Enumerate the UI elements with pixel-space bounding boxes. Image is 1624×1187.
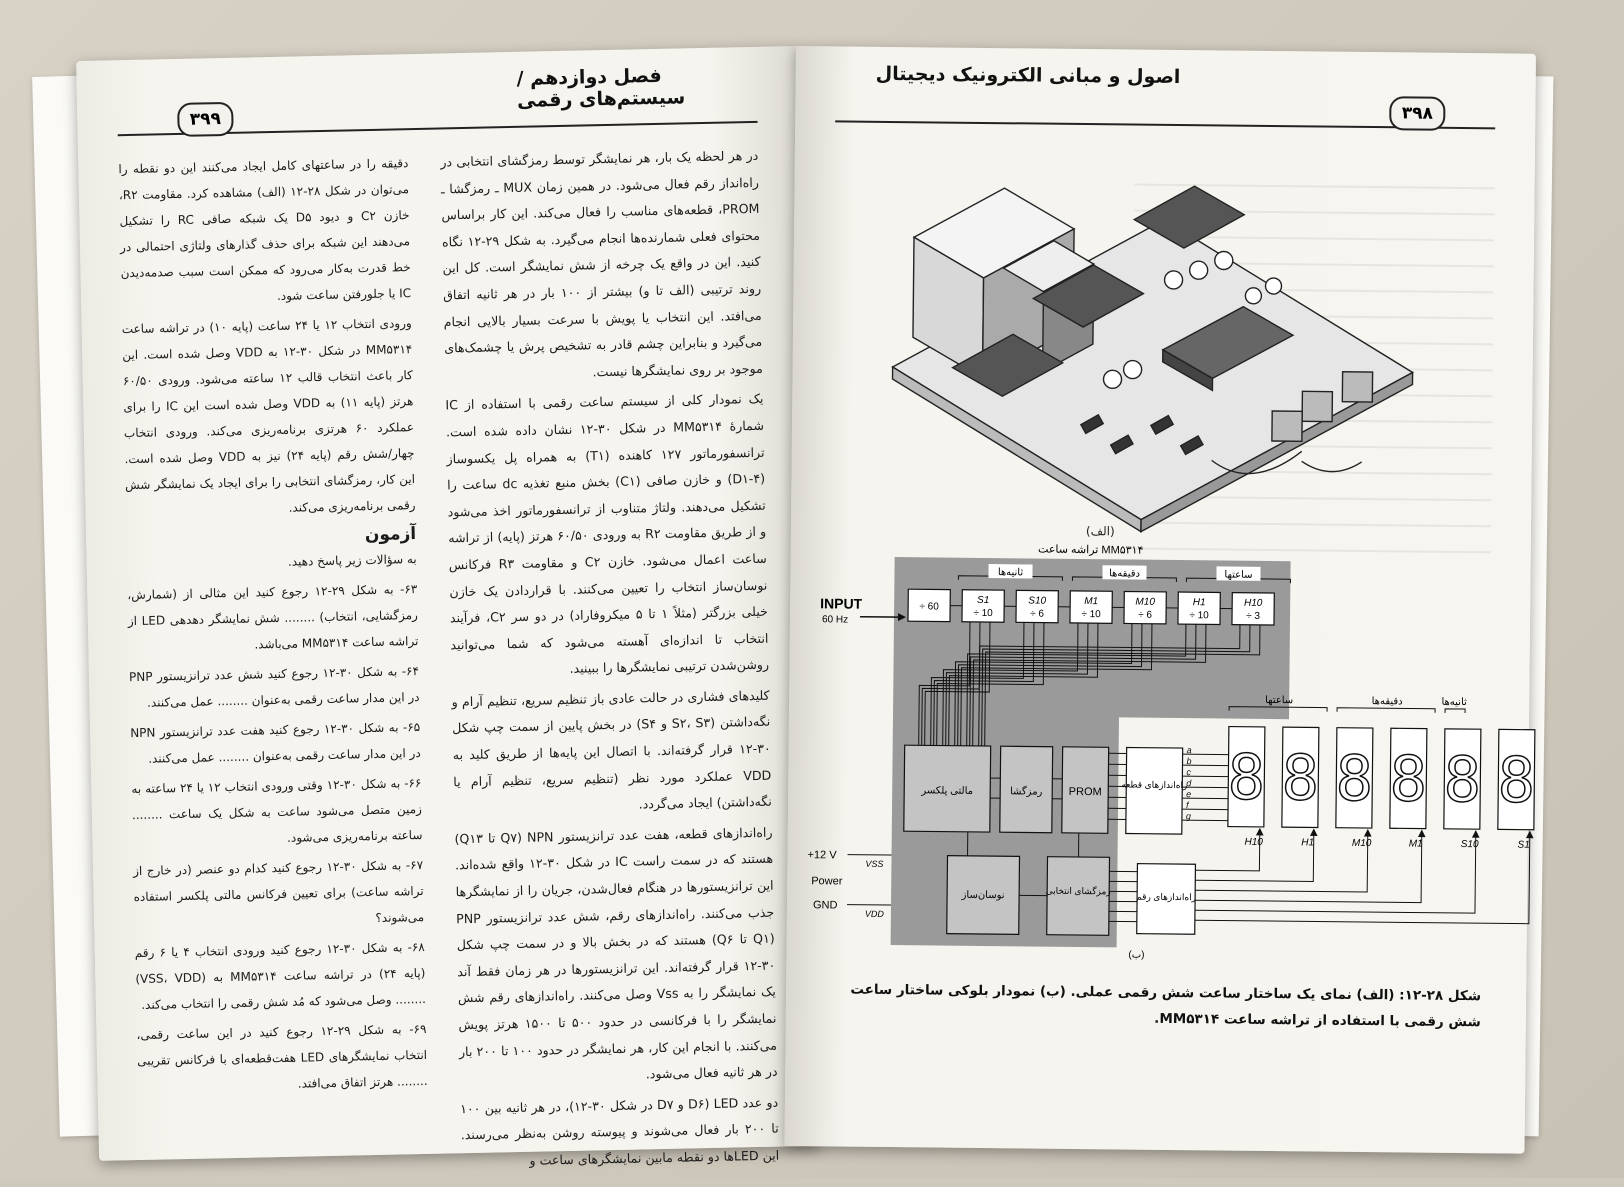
figure-a-label: (الف) [1086, 524, 1115, 538]
paragraph: ورودی انتخاب ۱۲ یا ۲۴ ساعت (پایه ۱۰) در تراشه ساعت MM۵۳۱۴ در شکل ۳۰-۱۲ به VDD وصل شده است. این کار باعث انتخاب قالب ۱۲ ساعته می‌شود. ورودی ۶۰/۵۰ هرتز (پایه ۱۱) به VDD وصل شده است این IC را برای عملکرد ۶۰ هرتزی برنامه‌ریزی می‌کند. ورودی انتخاب چهار/شش رقم (پایه ۲۴) نیز به VDD وصل شده است. این کار، رمزگشای انتخابی را برای ایجاد یک نمایشگر شش رقمی برنامه‌ریزی می‌کند. [122, 310, 416, 524]
figure-a-circuit-board-illustration [831, 116, 1455, 542]
group-label-minutes: دقیقه‌ها [1109, 568, 1140, 579]
digit-select-arrow [1365, 830, 1371, 836]
paragraph: کلیدهای فشاری در حالت عادی باز تنظیم سریع، تنظیم آرام و نگه‌داشتن (S۲، S۳ و S۴) در بخش پایین از سمت چپ شکل ۳۰-۱۲ قرار گرفته‌اند. با اتصال این پایه‌ها از طریق کلید به VDD عملکرد مورد نظر (تنظیم سریع، تنظیم آرام یا نگه‌داشتن) ایجاد می‌گردد. [451, 683, 772, 823]
vdd-label: VDD [865, 909, 885, 919]
counter-divisor: ÷ 3 [1246, 611, 1260, 622]
right-page-number: ۳۹۸ [1389, 96, 1445, 131]
digit-label: M1 [1409, 838, 1423, 849]
display-digit-glyph: 8 [1389, 742, 1427, 815]
quiz-question: ۶۴- به شکل ۳۰-۱۲ رجوع کنید شش عدد ترانزیستور PNP در این مدار ساعت رقمی به‌عنوان ........ عمل می‌کنند. [129, 658, 420, 716]
display-group-seconds: ثانیه‌ها [1441, 697, 1467, 708]
quiz-question: ۶۶- به شکل ۳۰-۱۲ وقتی ورودی انتخاب ۱۲ یا ۲۴ ساعته به زمین متصل می‌شود ساعت به شکل یک ساعت ........ ساعته برنامه‌ریزی می‌شود. [131, 770, 423, 854]
counter-divisor: ÷ 10 [1189, 610, 1209, 621]
right-header-title: اصول و مبانی الکترونیک دیجیتال [876, 63, 1181, 88]
segment-letter: g [1186, 811, 1191, 821]
digit-select-arrow [1257, 829, 1263, 835]
quiz-question: ۶۹- به شکل ۲۹-۱۲ رجوع کنید در این ساعت رقمی، انتخاب نمایشگرهای LED هفت‌قطعه‌ای با فرکانس تقریبی ........ هرتز اتفاق می‌افتد. [136, 1016, 428, 1100]
right-page [784, 46, 1535, 1154]
display-digit-glyph: 8 [1443, 743, 1481, 816]
paragraph: در هر لحظه یک بار، هر نمایشگر توسط رمزگشای انتخابی در راه‌انداز رقم فعال می‌شود. در همین زمان MUX ـ رمزگشا ـ PROM، قطعه‌های مناسب را فعال می‌کند. این کار براساس محتوای فعلی شمارنده‌ها انجام می‌گیرد. به شکل ۲۹-۱۲ نگاه کنید. این در واقع یک چرخه از شش نمایشگر است. کل این روند ترتیبی (الف تا و) بیشتر از ۱۰۰ بار در هر ثانیه اتفاق می‌افتد. این انتخاب یا پویش با سرعت بسیار بالایی انجام می‌گیرد و بنابراین چشم قادر به تشخیص پرش یا چشمک‌های موجود بر روی نمایشگرها نیست. [440, 143, 763, 389]
oscillator-label: نوسان‌ساز [961, 890, 1005, 901]
paragraph: دو عدد LED (D۶ و D۷ در شکل ۳۰-۱۲)، در هر ثانیه بین ۱۰۰ تا ۲۰۰ بار فعال می‌شوند و پیوسته روشن به‌نظر می‌رسند. این LEDها دو نقطه مابین نمایشگرهای ساعت و [460, 1089, 780, 1175]
display-digit-glyph: 8 [1281, 741, 1319, 814]
paragraph: یک نمودار کلی از سیستم ساعت رقمی با استفاده از IC شمارهٔ MM۵۳۱۴ در شکل ۳۰-۱۲ نشان داده شده است. ترانسفورماتور ۱۲۷ کاهنده (T۱) به همراه پل یکسوساز (D۱-۴) و خازن صافی (C۱) بخش منبع تغذیه dc ساعت را تشکیل می‌دهند. ولتاژ متناوب از ترانسفورماتور اخذ می‌شود و از طریق مقاومت R۲ به ورودی ۶۰/۵۰ هرتز (پایه) از تراشه ساعت اعمال می‌شود. خازن C۲ و مقاومت R۳ فرکانس نوسان‌ساز انتخاب را تعیین می‌کنند. با قراردادن یک خازن خیلی بزرگتر (مثلاً ۱ تا ۵ میکروفاراد) در دو سر C۲، فرآیند انتخاب تا اندازه‌ای آهسته می‌شود که شما می‌توانید روشن‌شدن ترتیبی نمایشگرها را ببینید. [445, 386, 769, 685]
left-page-header [116, 61, 757, 136]
segment-letter: e [1186, 789, 1191, 799]
select-decoder-label: رمزگشای انتخابی [1046, 885, 1111, 898]
power-plus-label: +12 V [807, 849, 837, 861]
quiz-question: ۶۵- به شکل ۳۰-۱۲ رجوع کنید هفت عدد ترانزیستور NPN در این مدار ساعت رقمی به‌عنوان ........ عمل می‌کنند. [130, 714, 421, 772]
quiz-intro: به سؤالات زیر پاسخ دهید. [126, 546, 416, 578]
paragraph: راه‌اندازهای قطعه، هفت عدد ترانزیستور NPN (Q۷ تا Q۱۳) هستند که در سمت راست IC در شکل ۳۰-۱۲ واقع شده‌اند. این ترانزیستورها در هنگام فعال‌شدن، جریان را از نمایشگرها جذب می‌کنند. راه‌اندازهای رقم، شش عدد ترانزیستور PNP (Q۱ تا Q۶) هستند که در بخش بالا و در سمت چپ شکل ۳۰-۱۲ قرار گرفته‌اند. این ترانزیستورها در هر زمان فقط آند یک نمایشگر را به Vss وصل می‌کنند. راه‌اندازهای رقم شش نمایشگر را با فرکانسی در حدود ۵۰۰ تا ۱۵۰۰ هرتز پویش می‌کنند. با انجام این کار، هر نمایشگر در حدود ۱۰۰ تا ۲۰۰ بار در هر ثانیه فعال می‌شود. [454, 820, 777, 1093]
decoder-label: رمزگشا [1010, 785, 1043, 797]
segment-driver-label: راه‌اندازهای قطعه [1121, 779, 1187, 791]
counter-divisor: ÷ 6 [1138, 610, 1152, 621]
input-label: INPUT [820, 595, 863, 611]
digit-label: M10 [1352, 838, 1372, 849]
quiz-question: ۶۳- به شکل ۲۹-۱۲ رجوع کنید این مثالی از (شمارش، رمزگشایی، انتخاب) ........ شش نمایشگر دهدهی LED از تراشه ساعت MM۵۳۱۴ می‌باشد. [127, 576, 419, 660]
digit-label: S1 [1517, 840, 1529, 851]
digit-select-arrow [1473, 831, 1479, 837]
group-label-hours: ساعتها [1224, 570, 1252, 581]
digit-driver-label: راه‌اندازهای رقم [1136, 892, 1196, 904]
counter-divisor: ÷ 10 [1081, 609, 1101, 620]
digit-select-arrow [1311, 829, 1317, 835]
display-digit-glyph: 8 [1227, 741, 1265, 814]
left-page [76, 46, 819, 1161]
digit-label: H10 [1244, 837, 1263, 848]
left-header-title: فصل دوازدهم / سیستم‌های رقمی [516, 63, 757, 112]
counter-divisor: ÷ 10 [973, 608, 993, 619]
digit-select-arrow [1419, 831, 1425, 837]
counter-name: M1 [1084, 596, 1098, 607]
display-group-minutes: دقیقه‌ها [1372, 696, 1403, 707]
figure-b-label: (ب) [1128, 950, 1144, 961]
counter-name: H1 [1193, 597, 1206, 608]
digit-label: S10 [1461, 839, 1479, 850]
left-page-number: ۳۹۹ [177, 102, 234, 137]
quiz-question: ۶۸- به شکل ۳۰-۱۲ رجوع کنید ورودی انتخاب ۴ یا ۶ رقم (پایه ۲۴) در تراشه ساعت MM۵۳۱۴ به (VSS، VDD) ........ وصل می‌شود که مُد شش رقمی را انتخاب می‌کند. [135, 934, 427, 1018]
paragraph: دقیقه را در ساعتهای کامل ایجاد می‌کنند این دو نقطه را می‌توان در شکل ۲۸-۱۲ (الف) مشاهده کرد. مقاومت R۲، خازن C۲ و دیود D۵ یک شبکه صافی RC را تشکیل می‌دهند این شبکه برای حذف گذارهای ولتاژی احتمالی در خط قدرت به‌کار می‌رود که ممکن است سبب صدمه‌دیدن IC یا جلورفتن ساعت شود. [118, 150, 411, 312]
counter-name: H10 [1244, 598, 1263, 609]
segment-letter: d [1186, 778, 1192, 788]
counter-name: M10 [1135, 597, 1155, 608]
vss-label: VSS [865, 859, 883, 869]
display-digit-glyph: 8 [1497, 743, 1535, 816]
counter-divisor: ÷ 60 [919, 601, 939, 612]
digit-label: H1 [1301, 837, 1314, 848]
power-label: Power [811, 875, 843, 887]
ground-label: GND [813, 899, 838, 911]
figure-caption: شکل ۲۸-۱۲: (الف) نمای یک ساختار ساعت شش رقمی عملی. (ب) نمودار بلوکی ساختار ساعت شش رقمی با استفاده از تراشه ساعت MM۵۳۱۴. [841, 977, 1482, 1036]
chip-label: تراشه ساعت MM۵۳۱۴ [1038, 544, 1144, 557]
display-group-hours: ساعتها [1265, 695, 1293, 706]
segment-letter: a [1187, 745, 1192, 755]
segment-letter: c [1186, 767, 1191, 777]
quiz-question: ۶۷- به شکل ۳۰-۱۲ رجوع کنید کدام دو عنصر (در خارج از تراشه ساعت) برای تعیین فرکانس مالتی پلکسر استفاده می‌شوند؟ [133, 852, 425, 936]
quiz-title: آزمون [126, 524, 416, 550]
counter-name: S1 [977, 595, 989, 606]
open-book [36, 46, 1536, 1156]
left-page-main-column [440, 143, 780, 1180]
counter-divisor: ÷ 6 [1030, 608, 1044, 619]
left-page-secondary-column [118, 150, 428, 1104]
figure-b-block-diagram [806, 536, 1470, 963]
segment-letter: f [1186, 800, 1190, 810]
group-label-seconds: ثانیه‌ها [998, 567, 1024, 578]
input-frequency: 60 Hz [822, 614, 848, 625]
digit-select-line [1195, 830, 1368, 892]
multiplexer-label: مالتی پلکسر [920, 785, 973, 797]
segment-driver-block [1126, 748, 1183, 835]
prom-label: PROM [1069, 786, 1102, 798]
segment-letter: b [1186, 756, 1191, 766]
display-digit-glyph: 8 [1335, 742, 1373, 815]
counter-name: S10 [1028, 595, 1046, 606]
